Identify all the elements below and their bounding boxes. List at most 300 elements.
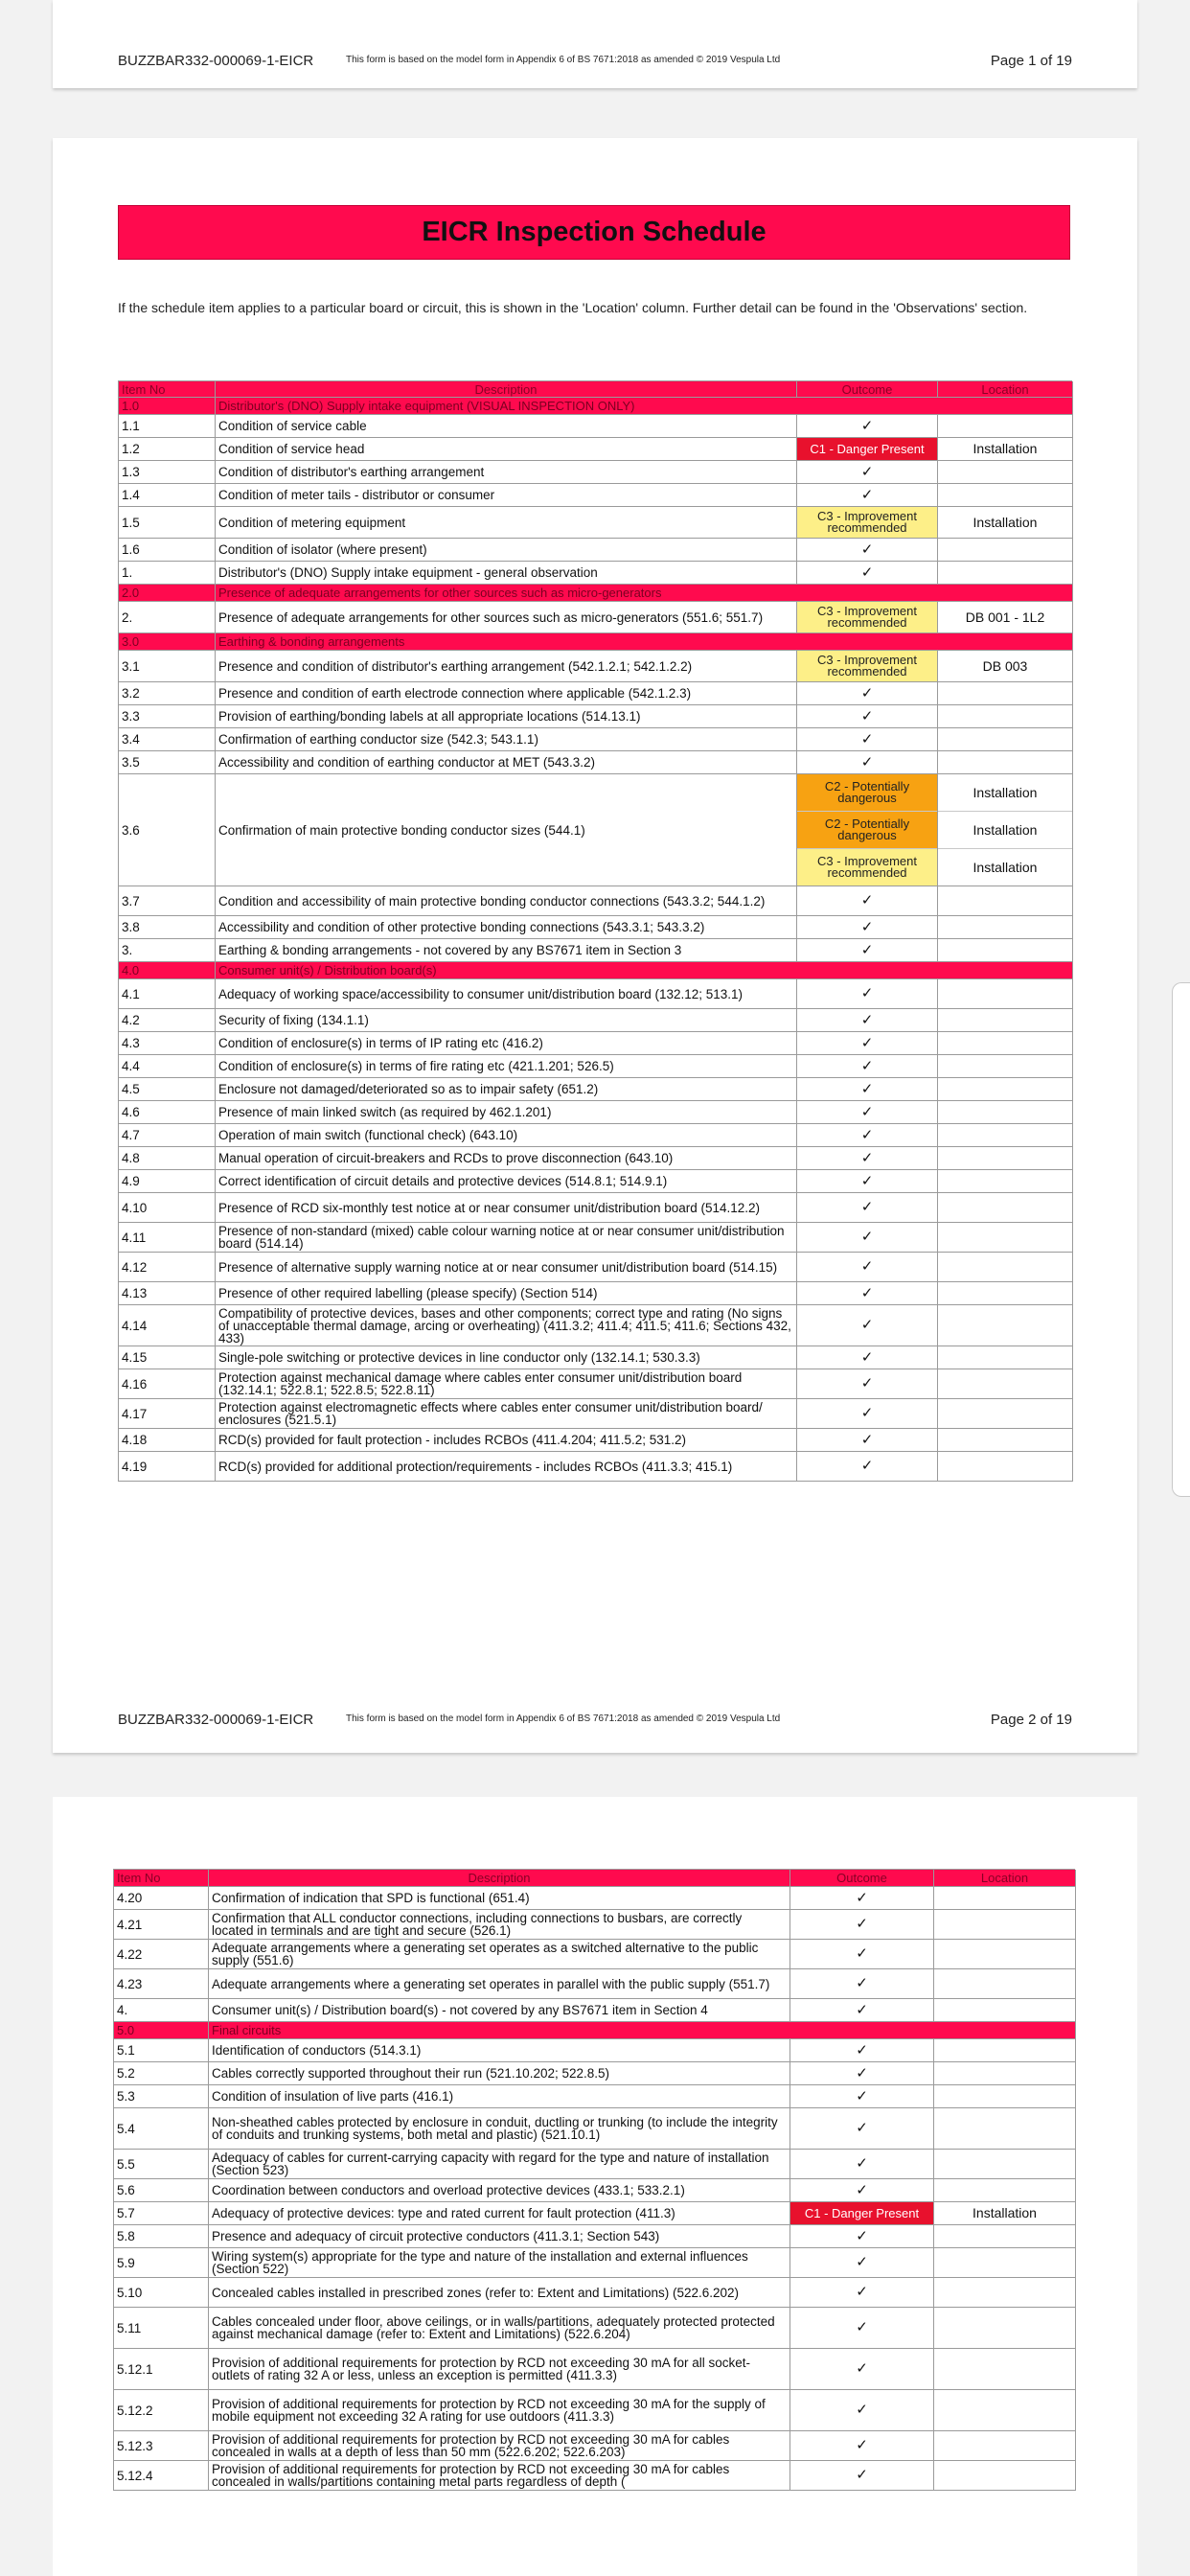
item-description: Presence of alternative supply warning notice at or near consumer unit/distribution board (514.15)	[216, 1253, 797, 1282]
tick-icon: ✓	[860, 941, 874, 958]
tick-icon: ✓	[860, 486, 874, 503]
outcome-cell	[797, 886, 938, 916]
tick-icon: ✓	[860, 1103, 874, 1120]
item-description: Provision of additional requirements for protection by RCD not exceeding 30 mA for the supply of mobile equipment not exceeding 32 A rating for use outdoors (411.3.3)	[209, 2390, 790, 2431]
outcome-cell	[797, 1055, 938, 1078]
location-value	[938, 415, 1072, 437]
tick-icon: ✓	[856, 2437, 868, 2453]
item-description: Condition of meter tails - distributor or consumer	[216, 484, 797, 507]
scrollbar-handle[interactable]	[1172, 982, 1190, 1497]
location-cell	[934, 2308, 1076, 2349]
location-value	[938, 1399, 1072, 1428]
tick-icon: ✓	[860, 918, 874, 935]
location-value	[934, 2085, 1075, 2107]
item-number: 5.2	[114, 2062, 209, 2085]
item-number: 3.6	[119, 774, 216, 886]
item-number: 5.7	[114, 2202, 209, 2225]
outcome-cell	[797, 1078, 938, 1101]
location-cell	[934, 2108, 1076, 2150]
column-header-outcome: Outcome	[797, 381, 938, 398]
item-description: Provision of additional requirements for protection by RCD not exceeding 30 mA for cables concealed in walls at a depth of less than 50 mm (522.6.202; 522.6.203)	[209, 2431, 790, 2461]
location-cell	[934, 2390, 1076, 2431]
location-value: DB 003	[982, 657, 1028, 674]
location-cell	[938, 751, 1073, 774]
outcome-cell	[797, 774, 938, 886]
item-number: 4.18	[119, 1429, 216, 1452]
location-value	[934, 2062, 1075, 2084]
location-value: DB 001 - 1L2	[965, 609, 1045, 625]
item-description: Condition of service cable	[216, 415, 797, 438]
outcome-cell	[797, 1032, 938, 1055]
outcome-cell	[790, 2202, 934, 2225]
tick-icon: ✓	[856, 2254, 868, 2270]
location-value	[934, 1969, 1075, 1998]
item-number: 1.1	[119, 415, 216, 438]
location-cell	[938, 461, 1073, 484]
location-cell	[934, 2461, 1076, 2491]
outcome-cell	[797, 705, 938, 728]
location-cell	[934, 2202, 1076, 2225]
report-reference: BUZZBAR332-000069-1-EICR	[118, 1712, 314, 1728]
location-value	[938, 1346, 1072, 1368]
item-number: 4.23	[114, 1969, 209, 1999]
tick-icon: ✓	[860, 1405, 874, 1421]
item-number: 4.8	[119, 1147, 216, 1170]
location-value	[934, 2461, 1075, 2490]
location-value	[934, 2390, 1075, 2430]
item-number: 1.5	[119, 507, 216, 539]
item-number: 5.3	[114, 2085, 209, 2108]
item-number: 3.	[119, 939, 216, 962]
outcome-cell	[797, 1399, 938, 1429]
location-value: Installation	[973, 784, 1038, 800]
location-value: Installation	[973, 514, 1038, 530]
location-cell	[934, 1887, 1076, 1910]
item-number: 5.12.3	[114, 2431, 209, 2461]
outcome-cell	[797, 562, 938, 585]
tick-icon: ✓	[860, 540, 874, 558]
inspection-schedule-table-1	[118, 380, 1072, 1482]
location-cell	[934, 2431, 1076, 2461]
location-value	[938, 461, 1072, 483]
item-description: Concealed cables installed in prescribed zones (refer to: Extent and Limitations) (522.6.202)	[209, 2278, 790, 2308]
outcome-cell	[797, 461, 938, 484]
tick-icon: ✓	[860, 1348, 874, 1366]
item-number: 4.21	[114, 1910, 209, 1940]
item-number: 3.8	[119, 916, 216, 939]
item-description: Compatibility of protective devices, bases and other components; correct type and rating (No signs of unacceptable thermal damage, arcing or overheating) (411.3.2; 411.4; 411.5; 411.6; Sections 432, 433)	[216, 1305, 797, 1346]
tick-icon: ✓	[856, 1945, 868, 1962]
tick-icon: ✓	[856, 1975, 868, 1991]
item-number: 5.12.1	[114, 2349, 209, 2390]
item-number: 4.16	[119, 1369, 216, 1399]
outcome-cell	[797, 1223, 938, 1253]
outcome-cell	[797, 1429, 938, 1452]
location-cell	[938, 484, 1073, 507]
location-value	[934, 2308, 1075, 2348]
outcome-cell	[797, 1124, 938, 1147]
location-value	[934, 2248, 1075, 2277]
location-value: Installation	[938, 811, 1072, 848]
location-value: Installation	[938, 848, 1072, 886]
section-number: 2.0	[119, 585, 216, 602]
item-description: Wiring system(s) appropriate for the type and nature of the installation and external influences (Section 522)	[209, 2248, 790, 2278]
outcome-cell	[797, 916, 938, 939]
outcome-cell	[797, 1101, 938, 1124]
location-cell	[934, 2179, 1076, 2202]
outcome-cell	[790, 1887, 934, 1910]
item-description: Condition of distributor's earthing arrangement	[216, 461, 797, 484]
location-value	[938, 705, 1072, 727]
item-description: Provision of additional requirements for protection by RCD not exceeding 30 mA for all socket-outlets of rating 32 A or less, unless an exception is permitted (411.3.3)	[209, 2349, 790, 2390]
location-cell	[938, 1055, 1073, 1078]
outcome-cell	[790, 2085, 934, 2108]
location-value	[938, 886, 1072, 915]
location-cell	[938, 1305, 1073, 1346]
item-number: 5.8	[114, 2225, 209, 2248]
location-value	[934, 2179, 1075, 2201]
item-number: 4.13	[119, 1282, 216, 1305]
location-cell	[934, 1999, 1076, 2022]
location-cell	[938, 1078, 1073, 1101]
location-value	[934, 2108, 1075, 2149]
item-number: 5.6	[114, 2179, 209, 2202]
tick-icon: ✓	[860, 1126, 874, 1143]
tick-icon: ✓	[856, 2155, 868, 2172]
tick-icon: ✓	[860, 985, 874, 1001]
outcome-cell	[797, 1305, 938, 1346]
outcome-code-badge: C2 - Potentially dangerous	[797, 811, 937, 848]
location-cell	[938, 1193, 1073, 1223]
item-description: Accessibility and condition of other protective bonding connections (543.3.1; 543.3.2)	[216, 916, 797, 939]
tick-icon: ✓	[860, 1011, 874, 1028]
tick-icon: ✓	[860, 1057, 874, 1074]
item-number: 1.	[119, 562, 216, 585]
item-description: Protection against electromagnetic effects where cables enter consumer unit/distribution board/ enclosures (521.5.1)	[216, 1399, 797, 1429]
item-number: 4.4	[119, 1055, 216, 1078]
item-description: Presence of other required labelling (please specify) (Section 514)	[216, 1282, 797, 1305]
item-description: Accessibility and condition of earthing conductor at MET (543.3.2)	[216, 751, 797, 774]
item-description: Consumer unit(s) / Distribution board(s) - not covered by any BS7671 item in Section 4	[209, 1999, 790, 2022]
tick-icon: ✓	[856, 2181, 868, 2198]
location-cell	[938, 916, 1073, 939]
location-value	[934, 1940, 1075, 1968]
item-description: Confirmation of main protective bonding conductor sizes (544.1)	[216, 774, 797, 886]
item-number: 4.6	[119, 1101, 216, 1124]
location-value	[938, 979, 1072, 1008]
item-number: 4.	[114, 1999, 209, 2022]
outcome-cell	[790, 1910, 934, 1940]
location-value	[938, 1429, 1072, 1451]
section-title: Consumer unit(s) / Distribution board(s)	[216, 962, 1073, 979]
outcome-cell	[797, 1193, 938, 1223]
item-number: 2.	[119, 602, 216, 633]
outcome-cell	[797, 602, 938, 633]
tick-icon: ✓	[856, 2227, 868, 2244]
item-number: 3.5	[119, 751, 216, 774]
outcome-code-badge: C2 - Potentially dangerous	[797, 774, 937, 811]
page-number: Page 1 of 19	[990, 53, 1072, 69]
location-cell	[938, 562, 1073, 585]
tick-icon: ✓	[856, 2087, 868, 2104]
outcome-cell	[797, 1452, 938, 1482]
location-value	[938, 939, 1072, 961]
section-number: 4.0	[119, 962, 216, 979]
location-value	[938, 1032, 1072, 1054]
item-description: Adequacy of protective devices: type and rated current for fault protection (411.3)	[209, 2202, 790, 2225]
location-cell	[938, 682, 1073, 705]
section-title: Distributor's (DNO) Supply intake equipment (VISUAL INSPECTION ONLY)	[216, 398, 1073, 415]
item-description: Confirmation that ALL conductor connections, including connections to busbars, are correctly located in terminals and are tight and secure (526.1)	[209, 1910, 790, 1940]
location-cell	[938, 651, 1073, 682]
section-number: 1.0	[119, 398, 216, 415]
location-value	[934, 2349, 1075, 2389]
outcome-cell	[797, 507, 938, 539]
location-value	[934, 1999, 1075, 2021]
item-description: Distributor's (DNO) Supply intake equipment - general observation	[216, 562, 797, 585]
location-cell	[938, 415, 1073, 438]
tick-icon: ✓	[856, 2001, 868, 2018]
item-number: 5.5	[114, 2150, 209, 2179]
item-description: Operation of main switch (functional check) (643.10)	[216, 1124, 797, 1147]
outcome-cell	[797, 979, 938, 1009]
location-value	[938, 539, 1072, 561]
item-number: 4.17	[119, 1399, 216, 1429]
outcome-code-badge: C3 - Improvement recommended	[797, 602, 937, 632]
item-description: Identification of conductors (514.3.1)	[209, 2039, 790, 2062]
report-reference: BUZZBAR332-000069-1-EICR	[118, 53, 314, 69]
tick-icon: ✓	[856, 2284, 868, 2300]
item-number: 1.6	[119, 539, 216, 562]
section-number: 5.0	[114, 2022, 209, 2039]
tick-icon: ✓	[860, 1199, 874, 1215]
item-description: Single-pole switching or protective devices in line conductor only (132.14.1; 530.3.3)	[216, 1346, 797, 1369]
tick-icon: ✓	[860, 1149, 874, 1166]
page-3-sheet	[53, 1797, 1137, 2576]
location-value	[938, 1101, 1072, 1123]
item-number: 5.12.4	[114, 2461, 209, 2491]
location-cell	[938, 1170, 1073, 1193]
outcome-cell	[790, 2179, 934, 2202]
tick-icon: ✓	[856, 2064, 868, 2082]
tick-icon: ✓	[856, 2319, 868, 2335]
item-number: 4.1	[119, 979, 216, 1009]
outcome-cell	[790, 1999, 934, 2022]
tick-icon: ✓	[860, 1458, 874, 1474]
item-description: Cables concealed under floor, above ceilings, or in walls/partitions, adequately protected protected against mechanical damage (refer to: Extent and Limitations) (522.6.204)	[209, 2308, 790, 2349]
item-description: Adequacy of working space/accessibility to consumer unit/distribution board (132.12; 513.1)	[216, 979, 797, 1009]
tick-icon: ✓	[856, 2041, 868, 2058]
column-header-location: Location	[938, 381, 1073, 398]
outcome-cell	[797, 1282, 938, 1305]
location-cell	[938, 1369, 1073, 1399]
item-description: Non-sheathed cables protected by enclosure in conduit, ductling or trunking (to include the integrity of conduits and trunking systems, both metal and plastic) (521.10.1)	[209, 2108, 790, 2150]
location-value	[938, 728, 1072, 750]
outcome-cell	[797, 939, 938, 962]
location-cell	[938, 539, 1073, 562]
location-value	[938, 1369, 1072, 1398]
item-number: 5.4	[114, 2108, 209, 2150]
outcome-cell	[790, 2349, 934, 2390]
item-number: 4.2	[119, 1009, 216, 1032]
outcome-cell	[797, 438, 938, 461]
location-value	[938, 1147, 1072, 1169]
location-value	[938, 1452, 1072, 1481]
item-description: Adequacy of cables for current-carrying capacity with regard for the type and nature of installation (Section 523)	[209, 2150, 790, 2179]
location-cell	[934, 2349, 1076, 2390]
outcome-cell	[790, 2248, 934, 2278]
outcome-cell	[790, 2308, 934, 2349]
location-cell	[938, 1452, 1073, 1482]
tick-icon: ✓	[856, 2360, 868, 2377]
tick-icon: ✓	[860, 1284, 874, 1301]
item-number: 4.10	[119, 1193, 216, 1223]
item-description: RCD(s) provided for fault protection - includes RCBOs (411.4.204; 411.5.2; 531.2)	[216, 1429, 797, 1452]
outcome-cell	[790, 2108, 934, 2150]
outcome-code-badge: C3 - Improvement recommended	[797, 651, 937, 681]
page-2-sheet	[53, 138, 1137, 1753]
item-description: Cables correctly supported throughout their run (521.10.202; 522.8.5)	[209, 2062, 790, 2085]
location-cell	[938, 1009, 1073, 1032]
item-description: Earthing & bonding arrangements - not covered by any BS7671 item in Section 3	[216, 939, 797, 962]
outcome-cell	[797, 682, 938, 705]
location-cell	[938, 939, 1073, 962]
item-description: Presence of adequate arrangements for other sources such as micro-generators (551.6; 551.7)	[216, 602, 797, 633]
item-number: 4.15	[119, 1346, 216, 1369]
column-header-description: Description	[216, 381, 797, 398]
outcome-cell	[790, 1969, 934, 1999]
location-value: Installation	[973, 441, 1038, 456]
section-number: 3.0	[119, 633, 216, 651]
location-cell	[938, 1032, 1073, 1055]
outcome-cell	[797, 728, 938, 751]
tick-icon: ✓	[860, 1258, 874, 1275]
outcome-cell	[797, 1170, 938, 1193]
tick-icon: ✓	[860, 1172, 874, 1189]
outcome-cell	[797, 1369, 938, 1399]
outcome-cell	[797, 1009, 938, 1032]
item-number: 4.22	[114, 1940, 209, 1969]
item-number: 3.4	[119, 728, 216, 751]
column-header-location: Location	[934, 1870, 1076, 1887]
outcome-cell	[797, 651, 938, 682]
column-header-outcome: Outcome	[790, 1870, 934, 1887]
tick-icon: ✓	[860, 707, 874, 724]
column-header-item-no: Item No	[119, 381, 216, 398]
location-cell	[938, 1346, 1073, 1369]
tick-icon: ✓	[856, 1889, 868, 1906]
location-cell	[938, 886, 1073, 916]
item-description: Presence of main linked switch (as required by 462.1.201)	[216, 1101, 797, 1124]
location-cell	[934, 1969, 1076, 1999]
page-number: Page 2 of 19	[990, 1712, 1072, 1728]
location-cell	[938, 438, 1073, 461]
location-value	[938, 1223, 1072, 1252]
item-number: 4.5	[119, 1078, 216, 1101]
tick-icon: ✓	[860, 753, 874, 770]
item-number: 4.20	[114, 1887, 209, 1910]
section-title: Final circuits	[209, 2022, 1076, 2039]
location-cell	[938, 1282, 1073, 1305]
item-description: Correct identification of circuit details and protective devices (514.8.1; 514.9.1)	[216, 1170, 797, 1193]
item-number: 3.1	[119, 651, 216, 682]
item-number: 1.4	[119, 484, 216, 507]
location-cell	[934, 2248, 1076, 2278]
tick-icon: ✓	[860, 730, 874, 748]
item-description: Security of fixing (134.1.1)	[216, 1009, 797, 1032]
item-description: Adequate arrangements where a generating set operates in parallel with the public supply (551.7)	[209, 1969, 790, 1999]
location-value	[934, 2431, 1075, 2460]
item-number: 3.3	[119, 705, 216, 728]
column-header-item-no: Item No	[114, 1870, 209, 1887]
outcome-cell	[797, 1253, 938, 1282]
location-value	[938, 682, 1072, 704]
section-title: Presence of adequate arrangements for other sources such as micro-generators	[216, 585, 1073, 602]
item-description: Condition of enclosure(s) in terms of fire rating etc (421.1.201; 526.5)	[216, 1055, 797, 1078]
outcome-cell	[797, 415, 938, 438]
item-description: Manual operation of circuit-breakers and RCDs to prove disconnection (643.10)	[216, 1147, 797, 1170]
item-number: 5.12.2	[114, 2390, 209, 2431]
item-number: 5.10	[114, 2278, 209, 2308]
location-cell	[934, 2062, 1076, 2085]
tick-icon: ✓	[860, 1034, 874, 1051]
location-value	[938, 1253, 1072, 1281]
outcome-cell	[790, 2062, 934, 2085]
item-description: Presence and adequacy of circuit protective conductors (411.3.1; Section 543)	[209, 2225, 790, 2248]
location-cell	[938, 774, 1073, 886]
item-description: Protection against mechanical damage where cables enter consumer unit/distribution board (132.14.1; 522.8.1; 522.8.5; 522.8.11)	[216, 1369, 797, 1399]
outcome-cell	[797, 1147, 938, 1170]
item-description: Condition and accessibility of main protective bonding conductor connections (543.3.2; 544.1.2)	[216, 886, 797, 916]
outcome-cell	[790, 2461, 934, 2491]
item-description: Condition of isolator (where present)	[216, 539, 797, 562]
outcome-cell	[790, 2278, 934, 2308]
item-description: Condition of enclosure(s) in terms of IP rating etc (416.2)	[216, 1032, 797, 1055]
item-description: Presence of RCD six-monthly test notice at or near consumer unit/distribution board (514.12.2)	[216, 1193, 797, 1223]
item-description: Adequate arrangements where a generating set operates as a switched alternative to the public supply (551.6)	[209, 1940, 790, 1969]
tick-icon: ✓	[856, 2120, 868, 2136]
location-cell	[938, 1147, 1073, 1170]
item-number: 3.2	[119, 682, 216, 705]
tick-icon: ✓	[860, 1375, 874, 1392]
item-number: 4.14	[119, 1305, 216, 1346]
location-cell	[934, 1910, 1076, 1940]
location-value	[938, 1124, 1072, 1146]
outcome-cell	[790, 2039, 934, 2062]
location-cell	[938, 602, 1073, 633]
outcome-code-badge: C3 - Improvement recommended	[797, 507, 937, 538]
item-description: Provision of earthing/bonding labels at all appropriate locations (514.13.1)	[216, 705, 797, 728]
item-number: 1.3	[119, 461, 216, 484]
outcome-cell	[797, 484, 938, 507]
location-value	[938, 1170, 1072, 1192]
tick-icon: ✓	[860, 1229, 874, 1245]
item-description: Condition of metering equipment	[216, 507, 797, 539]
location-cell	[938, 1399, 1073, 1429]
item-description: Coordination between conductors and overload protective devices (433.1; 533.2.1)	[209, 2179, 790, 2202]
outcome-cell	[797, 1346, 938, 1369]
item-number: 4.9	[119, 1170, 216, 1193]
tick-icon: ✓	[860, 463, 874, 480]
item-number: 4.7	[119, 1124, 216, 1147]
location-value	[934, 2225, 1075, 2247]
location-cell	[938, 1253, 1073, 1282]
location-cell	[934, 2150, 1076, 2179]
page-1-footer-sheet	[53, 0, 1137, 88]
location-cell	[938, 1124, 1073, 1147]
tick-icon: ✓	[860, 1080, 874, 1097]
outcome-cell	[790, 2150, 934, 2179]
